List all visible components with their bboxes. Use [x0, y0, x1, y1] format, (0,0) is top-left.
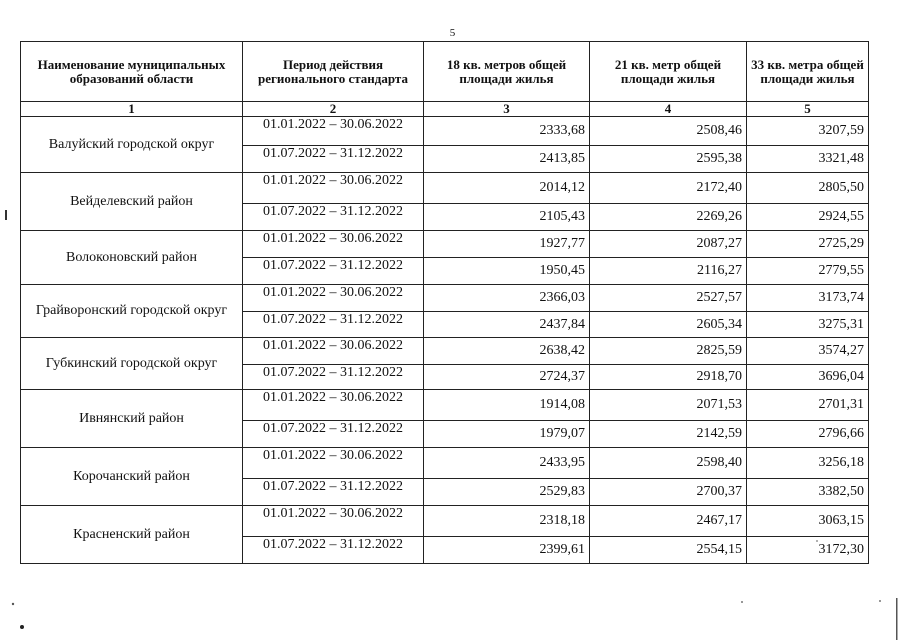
municipality-name: Вейделевский район — [21, 173, 243, 231]
period-cell: 01.01.2022 – 30.06.2022 — [243, 285, 424, 312]
value-33: 3173,74 — [747, 285, 869, 312]
value-33: 2924,55 — [747, 204, 869, 231]
value-33: 3207,59 — [747, 117, 869, 146]
value-21: 2087,27 — [590, 231, 747, 258]
value-18: 2413,85 — [424, 146, 590, 173]
value-33: 3696,04 — [747, 365, 869, 390]
period-cell: 01.07.2022 – 31.12.2022 — [243, 479, 424, 506]
value-18: 2529,83 — [424, 479, 590, 506]
scan-speck — [879, 600, 881, 602]
value-18: 2399,61 — [424, 537, 590, 564]
period-cell: 01.07.2022 – 31.12.2022 — [243, 365, 424, 390]
value-18: 2333,68 — [424, 117, 590, 146]
header-18-sqm: 18 кв. метров общей площади жилья — [424, 42, 590, 102]
value-33: 3321,48 — [747, 146, 869, 173]
period-cell: 01.01.2022 – 30.06.2022 — [243, 506, 424, 537]
value-18: 2638,42 — [424, 338, 590, 365]
period-cell: 01.01.2022 – 30.06.2022 — [243, 117, 424, 146]
value-21: 2700,37 — [590, 479, 747, 506]
period-cell: 01.07.2022 – 31.12.2022 — [243, 146, 424, 173]
value-21: 2116,27 — [590, 258, 747, 285]
scan-speck — [816, 540, 818, 542]
page-number: 5 — [449, 27, 456, 39]
scan-speck — [12, 603, 14, 605]
value-33: 2701,31 — [747, 390, 869, 421]
period-cell: 01.07.2022 – 31.12.2022 — [243, 421, 424, 448]
value-18: 1927,77 — [424, 231, 590, 258]
value-33: 3275,31 — [747, 312, 869, 338]
period-cell: 01.01.2022 – 30.06.2022 — [243, 231, 424, 258]
value-18: 2318,18 — [424, 506, 590, 537]
value-33: 3574,27 — [747, 338, 869, 365]
period-cell: 01.07.2022 – 31.12.2022 — [243, 258, 424, 285]
column-number: 2 — [243, 102, 424, 117]
header-33-sqm: 33 кв. метра общей площади жилья — [747, 42, 869, 102]
column-number: 4 — [590, 102, 747, 117]
municipality-name: Ивнянский район — [21, 390, 243, 448]
period-cell: 01.01.2022 – 30.06.2022 — [243, 173, 424, 204]
period-cell: 01.07.2022 – 31.12.2022 — [243, 312, 424, 338]
scan-speck — [20, 625, 24, 629]
value-18: 2366,03 — [424, 285, 590, 312]
header-period: Период действия регионального стандарта — [243, 42, 424, 102]
municipality-name: Грайворонский городской округ — [21, 285, 243, 338]
municipality-name: Волоконовский район — [21, 231, 243, 285]
period-cell: 01.01.2022 – 30.06.2022 — [243, 338, 424, 365]
value-33: 3172,30 — [747, 537, 869, 564]
period-cell: 01.07.2022 – 31.12.2022 — [243, 537, 424, 564]
value-21: 2527,57 — [590, 285, 747, 312]
value-21: 2554,15 — [590, 537, 747, 564]
value-21: 2508,46 — [590, 117, 747, 146]
value-18: 2105,43 — [424, 204, 590, 231]
value-21: 2918,70 — [590, 365, 747, 390]
period-cell: 01.07.2022 – 31.12.2022 — [243, 204, 424, 231]
value-21: 2595,38 — [590, 146, 747, 173]
value-33: 2805,50 — [747, 173, 869, 204]
column-number: 1 — [21, 102, 243, 117]
municipality-name: Красненский район — [21, 506, 243, 564]
value-33: 3256,18 — [747, 448, 869, 479]
value-21: 2598,40 — [590, 448, 747, 479]
value-18: 2724,37 — [424, 365, 590, 390]
value-21: 2071,53 — [590, 390, 747, 421]
header-municipality: Наименование муниципальных образований области — [21, 42, 243, 102]
value-18: 2433,95 — [424, 448, 590, 479]
value-18: 2437,84 — [424, 312, 590, 338]
period-cell: 01.01.2022 – 30.06.2022 — [243, 448, 424, 479]
header-21-sqm: 21 кв. метр общей площади жилья — [590, 42, 747, 102]
value-18: 2014,12 — [424, 173, 590, 204]
scan-speck — [5, 210, 7, 220]
municipality-name: Корочанский район — [21, 448, 243, 506]
period-cell: 01.01.2022 – 30.06.2022 — [243, 390, 424, 421]
value-33: 2725,29 — [747, 231, 869, 258]
value-21: 2825,59 — [590, 338, 747, 365]
value-33: 3063,15 — [747, 506, 869, 537]
value-21: 2172,40 — [590, 173, 747, 204]
column-number: 5 — [747, 102, 869, 117]
municipality-name: Губкинский городской округ — [21, 338, 243, 390]
value-33: 3382,50 — [747, 479, 869, 506]
column-number: 3 — [424, 102, 590, 117]
value-33: 2779,55 — [747, 258, 869, 285]
municipality-name: Валуйский городской округ — [21, 117, 243, 173]
scan-speck — [741, 601, 743, 603]
value-18: 1979,07 — [424, 421, 590, 448]
value-33: 2796,66 — [747, 421, 869, 448]
value-18: 1950,45 — [424, 258, 590, 285]
value-21: 2467,17 — [590, 506, 747, 537]
value-21: 2142,59 — [590, 421, 747, 448]
value-18: 1914,08 — [424, 390, 590, 421]
scan-edge-line — [896, 598, 898, 640]
value-21: 2269,26 — [590, 204, 747, 231]
value-21: 2605,34 — [590, 312, 747, 338]
